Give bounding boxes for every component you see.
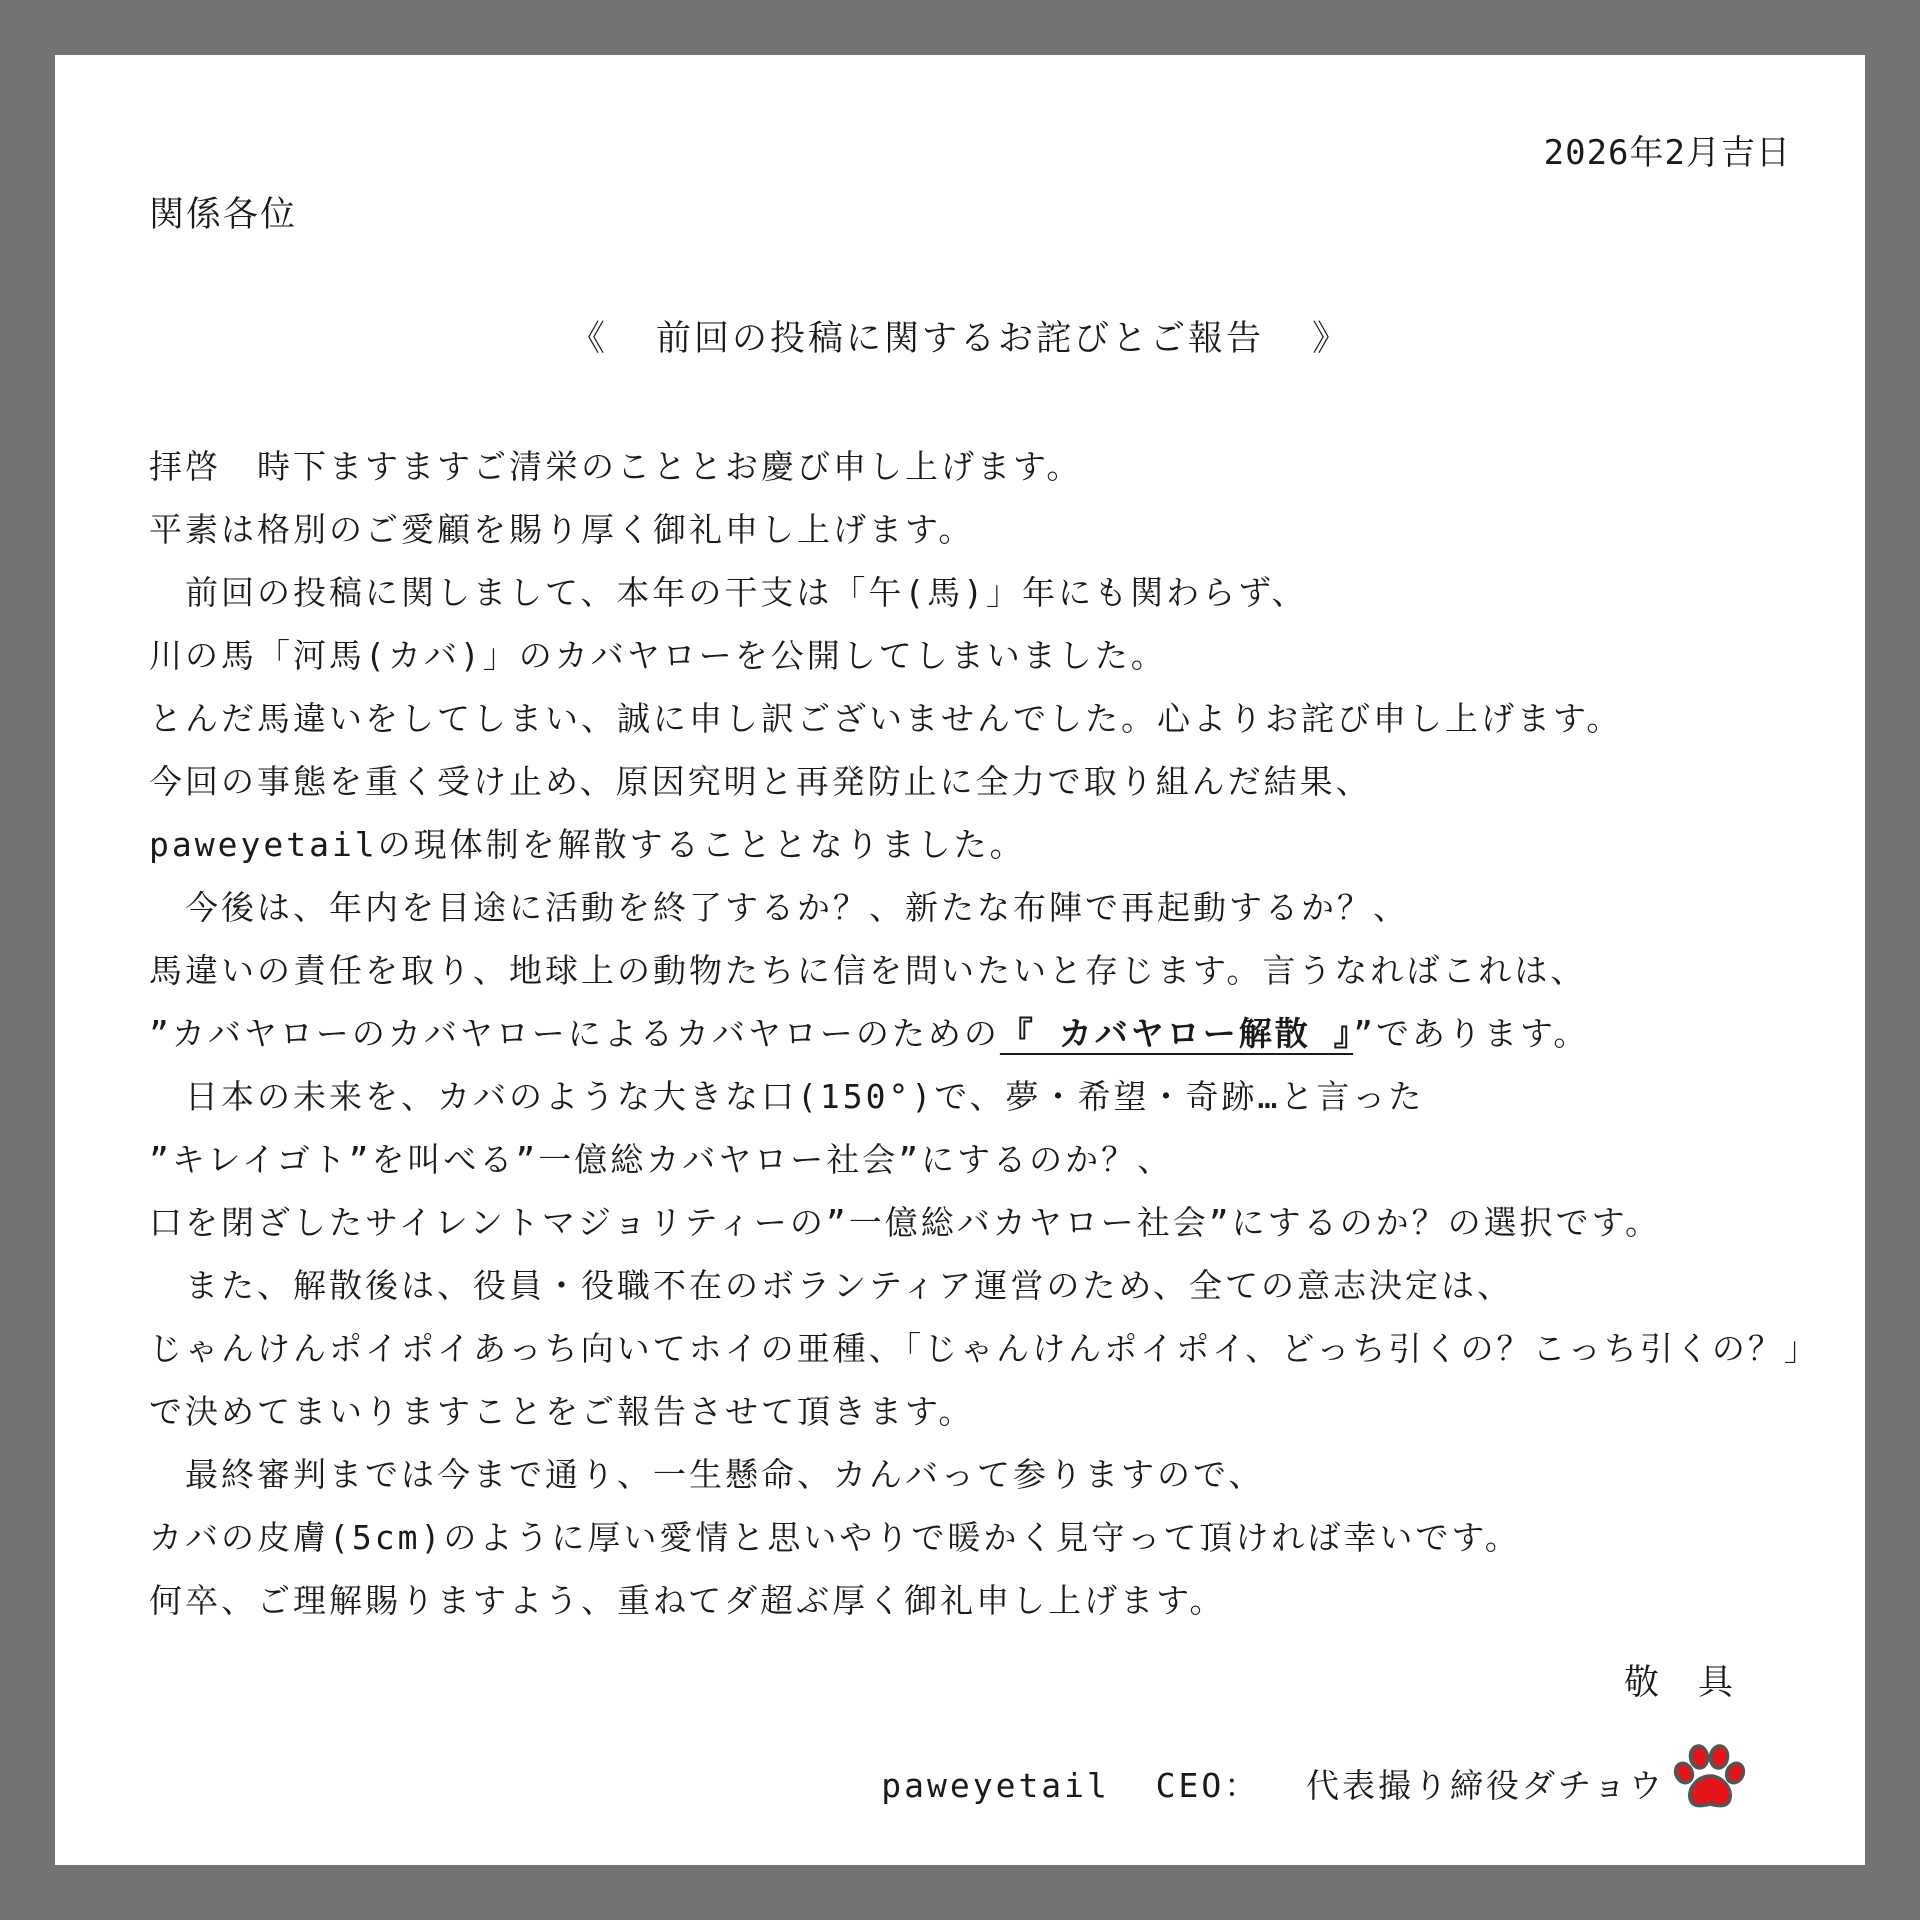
- body-line: 平素は格別のご愛顧を賜り厚く御礼申し上げます。: [149, 510, 975, 549]
- body-line: 何卒、ご理解賜りますよう、重ねてダ超ぶ厚く御礼申し上げます。: [149, 1581, 1226, 1620]
- body-line: 口を閉ざしたサイレントマジョリティーの”一億総バカヤロー社会”にするのか？の選択です。: [149, 1203, 1662, 1242]
- body-line-emphasis: [149, 1002, 1839, 1065]
- letter-page: [55, 55, 1865, 1865]
- body-line: とんだ馬違いをしてしまい、誠に申し訳ございませんでした。心よりお詫び申し上げます。: [149, 699, 1623, 738]
- body-line: 前回の投稿に関しまして、本年の干支は「午(馬)」年にも関わらず、: [149, 573, 1308, 612]
- body-line: 今後は、年内を目途に活動を終了するか？、新たな布陣で再起動するか？、: [149, 888, 1409, 927]
- emphasized-phrase: 『 カバヤロー解散 』: [999, 1014, 1354, 1053]
- body-line: 今回の事態を重く受け止め、原因究明と再発防止に全力で取り組んだ結果、: [149, 762, 1372, 801]
- body-line: paweyetailの現体制を解散することとなりました。: [149, 825, 1026, 864]
- body-line: ”キレイゴト”を叫べる”一億総カバヤロー社会”にするのか？、: [149, 1140, 1174, 1179]
- body-line: また、解散後は、役員・役職不在のボランティア運営のため、全ての意志決定は、: [149, 1266, 1514, 1305]
- body-line: 川の馬「河馬(カバ)」のカバヤローを公開してしまいました。: [149, 636, 1167, 675]
- body-line: じゃんけんポイポイあっち向いてホイの亜種、「じゃんけんポイポイ、どっち引くの？こっち引くの？」: [149, 1329, 1820, 1368]
- emph-line-after: ”であります。: [1353, 1014, 1590, 1053]
- body-line: 馬違いの責任を取り、地球上の動物たちに信を問いたいと存じます。言うなればこれは、: [149, 951, 1587, 990]
- letter-body: [149, 435, 1839, 1632]
- body-line: で決めてまいりますことをご報告させて頂きます。: [149, 1392, 975, 1431]
- letter-title: 《 前回の投稿に関するお詫びとご報告 》: [569, 319, 1351, 359]
- body-line: 最終審判までは今まで通り、一生懸命、カんバって参りますので、: [149, 1455, 1265, 1494]
- addressee: 関係各位: [149, 195, 298, 235]
- body-line: 日本の未来を、カバのような大きな口(150°)で、夢・希望・奇跡…と言った: [149, 1077, 1425, 1116]
- body-line: 拝啓 時下ますますご清栄のこととお慶び申し上げます。: [149, 447, 1083, 486]
- closing-phrase: 敬 具: [1623, 1663, 1735, 1703]
- letter-date: 2026年2月吉日: [1543, 133, 1791, 173]
- signature: paweyetail CEO： 代表撮り締役ダチョウ: [881, 1766, 1665, 1805]
- body-line: カバの皮膚(5cm)のように厚い愛情と思いやりで暖かく見守って頂ければ幸いです。: [149, 1518, 1521, 1557]
- paw-print-icon: [1672, 1743, 1748, 1813]
- emph-line-before: ”カバヤローのカバヤローによるカバヤローのための: [149, 1014, 1000, 1053]
